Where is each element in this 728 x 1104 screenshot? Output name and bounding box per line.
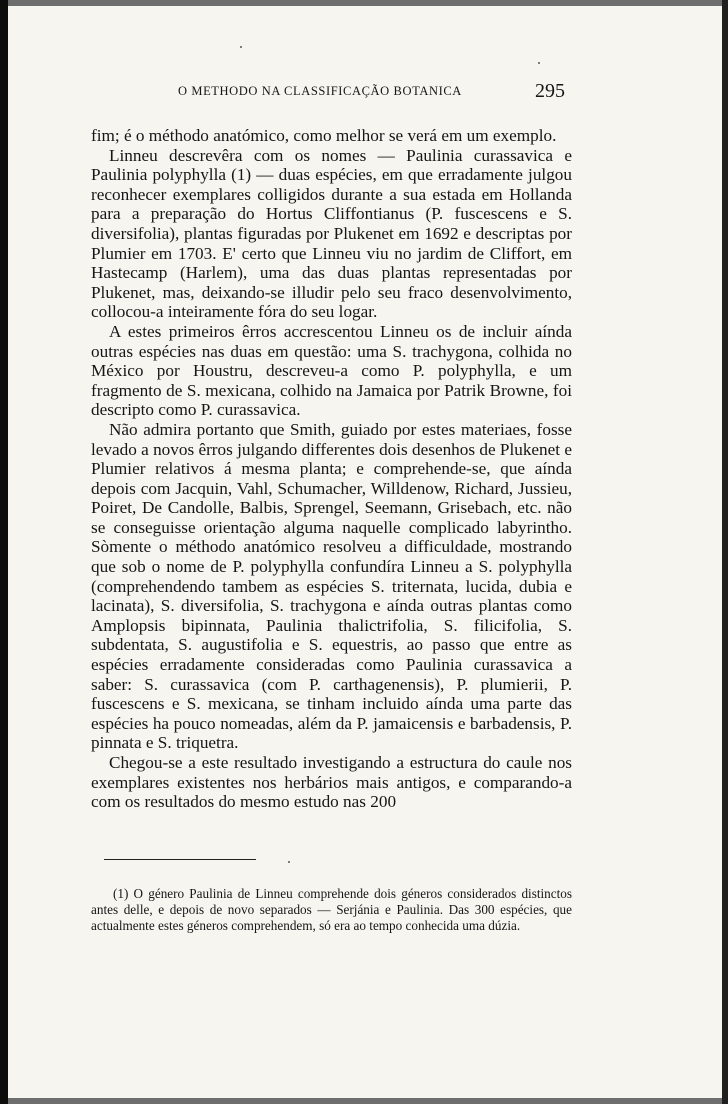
running-header: O METHODO NA CLASSIFICAÇÃO BOTANICA	[178, 84, 462, 98]
scan-speck	[288, 861, 290, 863]
scan-speck	[240, 46, 242, 48]
footnote-rule	[104, 859, 256, 860]
body-text	[91, 126, 572, 812]
paragraph: fim; é o méthodo anatómico, como melhor se verá em um exemplo.	[91, 126, 557, 145]
footnote: (1) O género Paulinia de Linneu comprehende dois géneros considerados distinctos antes delle, e depois de novo separados — Serjánia e Paulinia. Das 300 espécies, que actualmente estes géneros comprehendem, só era ao tempo conhecida uma dúzia.	[91, 886, 572, 933]
paragraph: Não admira portanto que Smith, guiado por estes materiaes, fosse levado a novos êrros julgando differentes dois desenhos de Plukenet e Plumier relativos á mesma planta; e comprehende-se, que aínda depois com Jacquin, Vahl, Schumacher, Willdenow, Richard, Jussieu, Poiret, De Candolle, Balbis, Sprengel, Seemann, Grisebach, etc. não se conseguisse orientação alguma naquelle complicado labyrintho. Sòmente o méthodo anatómico resolveu a difficuldade, mostrando que sob o nome de P. polyphylla confundíra Linneu a S. polyphylla (comprehendendo tambem as espécies S. triternata, lucida, dubia e lacinata), S. diversifolia, S. trachygona e aínda outras plantas como Amplopsis bipinnata, Paulinia thalictrifolia, S. filicifolia, S. subdentata, S. augustifolia e S. equestris, ao passo que entre as espécies erradamente consideradas como Paulinia curassavica a saber: S. curassavica (com P. carthagenensis), P. plumierii, P. fuscescens e S. mexicana, se tinham incluido aínda uma parte das espécies ha pouco nomeadas, além da P. jamaicensis e barbadensis, P. pinnata e S. triquetra.	[91, 419, 572, 753]
book-page	[8, 6, 722, 1098]
paragraph: Linneu descrevêra com os nomes — Paulinia curassavica e Paulinia polyphylla (1) — duas espécies, em que erradamente julgou reconhecer exemplares colligidos durante a sua estada em Hollanda para a preparação do Hortus Cliffontianus (P. fuscescens e S. diversifolia), plantas figuradas por Plukenet em 1692 e descriptas por Plumier em 1703. E' certo que Linneu viu no jardim de Cliffort, em Hastecamp (Harlem), uma das duas plantas representadas por Plukenet, mas, deixando-se illudir pelo seu fraco desenvolvimento, collocou-a inteiramente fóra do seu logar.	[91, 145, 572, 322]
scan-right-edge	[722, 0, 728, 1104]
scan-speck	[538, 62, 540, 64]
scan-left-edge	[0, 0, 8, 1104]
paragraph: Chegou-se a este resultado investigando a estructura do caule nos exemplares existentes nos herbários mais antigos, e comparando-a com os resultados do mesmo estudo nas 200	[91, 753, 572, 812]
paragraph: A estes primeiros êrros accrescentou Linneu os de incluir aínda outras espécies nas duas em questão: uma S. trachygona, colhida no México por Houstru, descreveu-a como P. polyphylla, e um fragmento de S. mexicana, colhido na Jamaica por Patrik Browne, foi descripto como P. curassavica.	[91, 321, 572, 420]
page-number: 295	[535, 80, 565, 102]
